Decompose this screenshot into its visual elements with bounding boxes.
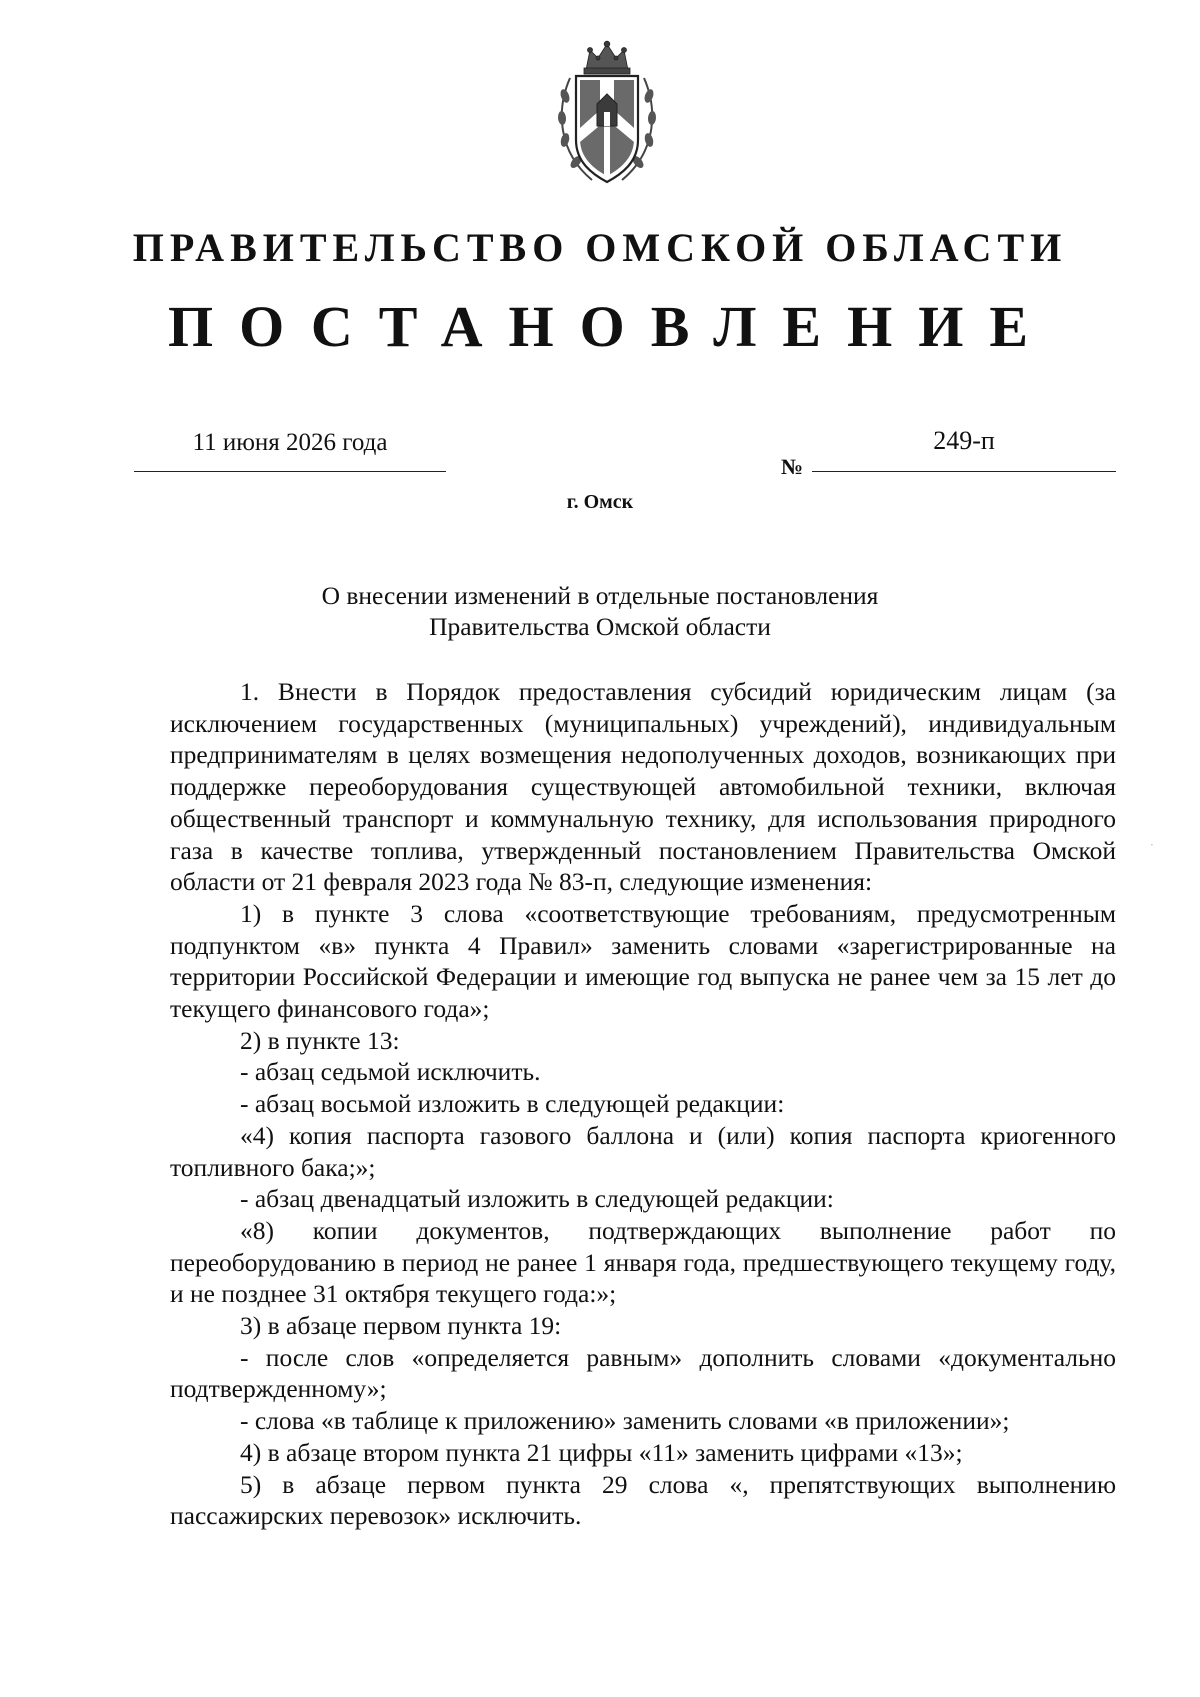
date-underline — [134, 471, 446, 472]
paragraph: «8) копии документов, подтверждающих выполнение работ по переоборудованию в период не ранее 1 января года, предшествующего текущему году, и не позднее 31 октября текущего года:»; — [170, 1215, 1116, 1309]
paragraph: - абзац восьмой изложить в следующей редакции: — [240, 1089, 785, 1119]
paragraph: - абзац седьмой исключить. — [240, 1057, 541, 1087]
paragraph: - после слов «определяется равным» дополнить словами «документально подтвержденному»; — [170, 1342, 1116, 1404]
subject-line-1: О внесении изменений в отдельные постановления — [321, 581, 879, 610]
paragraph: «4) копия паспорта газового баллона и (или) копия паспорта криогенного топливного бака;»; — [170, 1120, 1116, 1182]
paragraph: - абзац двенадцатый изложить в следующей редакции: — [240, 1184, 834, 1214]
document-body — [170, 676, 1116, 1532]
number-sign: № — [781, 454, 804, 479]
coat-of-arms-emblem — [552, 40, 662, 192]
organization-title: ПРАВИТЕЛЬСТВО ОМСКОЙ ОБЛАСТИ — [132, 225, 1068, 270]
paragraph: 2) в пункте 13: — [240, 1025, 400, 1055]
scan-artifact: · — [1150, 838, 1154, 852]
city-label: г. Омск — [566, 491, 634, 513]
number-underline — [812, 471, 1116, 472]
paragraph: 3) в абзаце первом пункта 19: — [240, 1311, 562, 1341]
document-type-title: ПОСТАНОВЛЕНИЕ — [167, 294, 1055, 359]
paragraph: 1. Внести в Порядок предоставления субсидий юридическим лицам (за исключением государственных (муниципальных) учреждений), индивидуальным предпринимателям в целях возмещения недополученных доходов, возникающих при поддержке переоборудования существующей автомобильной техники, включая общественный транспорт и коммунальную технику, для использования природного газа в качестве топлива, утвержденный постановлением Правительства Омской области от 21 февраля 2023 года № 83-п, следующие изменения: — [170, 677, 1116, 897]
subject-line-2: Правительства Омской области — [429, 612, 771, 641]
paragraph: 1) в пункте 3 слова «соответствующие требованиям, предусмотренным подпунктом «в» пункта 4 Правил» заменить словами «зарегистрированные на территории Российской Федерации и имеющие год выпуска не ранее чем за 15 лет до текущего финансового года»; — [170, 898, 1116, 1024]
document-subject — [0, 580, 1200, 642]
document-date: 11 июня 2026 года — [192, 429, 388, 456]
document-number: 249-п — [933, 426, 995, 455]
paragraph: 5) в абзаце первом пункта 29 слова «, препятствующих выполнению пассажирских перевозок» исключить. — [170, 1469, 1116, 1531]
paragraph: - слова «в таблице к приложению» заменить словами «в приложении»; — [240, 1406, 1010, 1436]
paragraph: 4) в абзаце втором пункта 21 цифры «11» заменить цифрами «13»; — [240, 1437, 963, 1467]
